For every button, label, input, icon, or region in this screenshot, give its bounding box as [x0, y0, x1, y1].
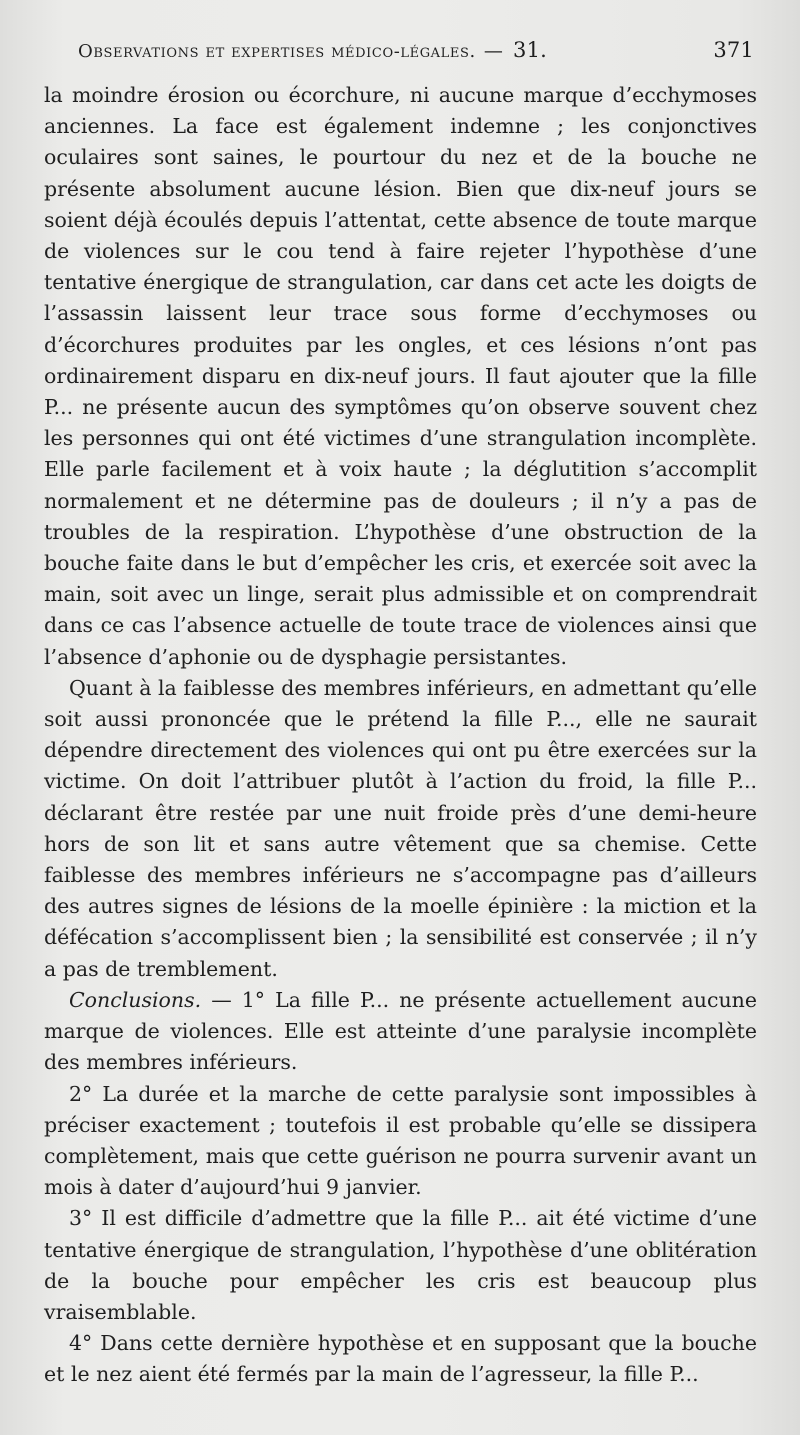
page-body — [44, 80, 757, 1391]
page-number: 371 — [713, 38, 754, 62]
header-section-number: 31. — [513, 38, 548, 62]
running-header — [78, 38, 754, 68]
paragraph-weakness: Quant à la faiblesse des membres inférieurs, en admettant qu’elle soit aussi prononcée que le prétend la fille P..., elle ne saurait dépendre directement des violences qui ont pu être exercées sur la victime. On doit l’attribuer plutôt à l’action du froid, la fille P... déclarant être restée par une nuit froide près d’une demi-heure hors de son lit et sans autre vêtement que sa chemise. Cette faiblesse des membres inférieurs ne s’accompagne pas d’ailleurs des autres signes de lésions de la moelle épinière : la miction et la défécation s’accomplissent bien ; la sensibilité est conservée ; il n’y a pas de tremblement. — [44, 675, 757, 981]
conclusion-item-3: 3° Il est difficile d’admettre que la fille P... ait été victime d’une tentative énergique de strangulation, l’hypothèse d’une oblitération de la bouche pour empêcher les cris est beaucoup plus vraisemblable. — [44, 1206, 757, 1324]
conclusions-text: — 1° La fille P... ne présente actuellement aucune marque de violences. Elle est atteinte d’une paralysie incomplète des membres inférieurs. — [44, 987, 757, 1075]
header-title: Observations et expertises médico-légales. — [78, 41, 476, 62]
conclusion-item-4: 4° Dans cette dernière hypothèse et en supposant que la bouche et le nez aient été fermés par la main de l’agresseur, la fille P... — [44, 1331, 757, 1387]
header-dash: — — [483, 40, 504, 62]
paragraph-continued: la moindre érosion ou écorchure, ni aucune marque d’ecchymoses anciennes. La face est également indemne ; les conjonctives oculaires sont saines, le pourtour du nez et de la bouche ne présente absolument aucune lésion. Bien que dix-neuf jours se soient déjà écoulés depuis l’attentat, cette absence de toute marque de violences sur le cou tend à faire rejeter l’hypothèse d’une tentative énergique de strangulation, car dans cet acte les doigts de l’assassin laissent leur trace sous forme d’ecchymoses ou d’écorchures produites par les ongles, et ces lésions n’ont pas ordinairement disparu en dix-neuf jours. Il faut ajouter que la fille P... ne présente aucun des symptômes qu’on observe souvent chez les personnes qui ont été victimes d’une strangulation incomplète. Elle parle facilement et à voix haute ; la déglutition s’accomplit normalement et ne détermine pas de douleurs ; il n’y a pas de troubles de la respiration. L’hypothèse d’une obstruction de la bouche faite dans le but d’empêcher les cris, et exercée soit avec la main, soit avec un linge, serait plus admissible et on comprendrait dans ce cas l’absence actuelle de toute trace de violences ainsi que l’absence d’aphonie ou de dysphagie persistantes. — [44, 83, 757, 669]
conclusion-item-2: 2° La durée et la marche de cette paralysie sont impossibles à préciser exactement ; toutefois il est probable qu’elle se dissipera complètement, mais que cette guérison ne pourra survenir avant un mois à dater d’aujourd’hui 9 janvier. — [44, 1081, 757, 1200]
paragraph-conclusions — [44, 985, 757, 1079]
conclusions-label: Conclusions. — [69, 987, 202, 1012]
